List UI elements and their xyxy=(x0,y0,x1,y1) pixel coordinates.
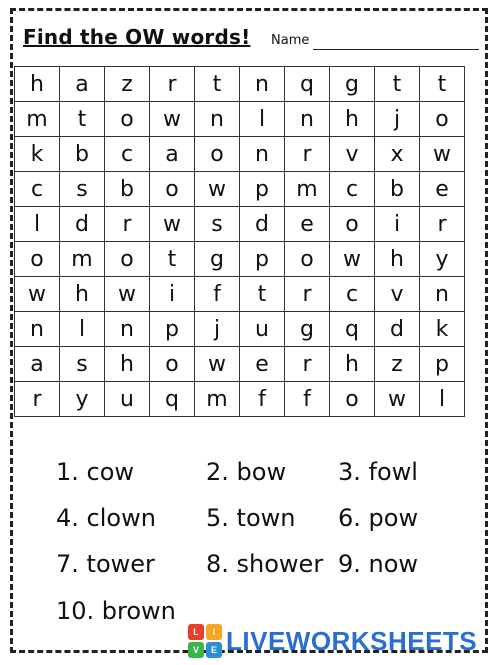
grid-letter-cell[interactable]: t xyxy=(150,242,195,277)
grid-letter-cell[interactable]: e xyxy=(285,207,330,242)
grid-letter-cell[interactable]: h xyxy=(330,347,375,382)
grid-letter-cell[interactable]: n xyxy=(105,312,150,347)
grid-letter-cell[interactable]: c xyxy=(330,172,375,207)
grid-row xyxy=(15,312,465,347)
grid-letter-cell[interactable]: c xyxy=(330,277,375,312)
grid-row xyxy=(15,137,465,172)
grid-letter-cell[interactable]: s xyxy=(60,172,105,207)
grid-letter-cell[interactable]: h xyxy=(375,242,420,277)
grid-letter-cell[interactable]: p xyxy=(150,312,195,347)
grid-letter-cell[interactable]: n xyxy=(195,102,240,137)
grid-letter-cell[interactable]: n xyxy=(240,67,285,102)
grid-letter-cell[interactable]: o xyxy=(15,242,60,277)
grid-letter-cell[interactable]: b xyxy=(105,172,150,207)
grid-letter-cell[interactable]: o xyxy=(105,242,150,277)
word-list-item: 1. cow xyxy=(56,458,135,486)
grid-letter-cell[interactable]: a xyxy=(60,67,105,102)
word-list-item: 7. tower xyxy=(56,550,155,578)
grid-letter-cell[interactable]: n xyxy=(240,137,285,172)
logo-mark-letter: I xyxy=(206,624,222,640)
grid-letter-cell[interactable]: b xyxy=(60,137,105,172)
grid-letter-cell[interactable]: l xyxy=(60,312,105,347)
grid-letter-cell[interactable]: w xyxy=(195,347,240,382)
grid-letter-cell[interactable]: y xyxy=(60,382,105,417)
grid-letter-cell[interactable]: u xyxy=(240,312,285,347)
grid-letter-cell[interactable]: t xyxy=(195,67,240,102)
word-list-item: 2. bow xyxy=(206,458,287,486)
grid-row xyxy=(15,172,465,207)
grid-letter-cell[interactable]: p xyxy=(420,347,465,382)
grid-letter-cell[interactable]: r xyxy=(105,207,150,242)
grid-letter-cell[interactable]: o xyxy=(420,102,465,137)
grid-letter-cell[interactable]: w xyxy=(375,382,420,417)
grid-letter-cell[interactable]: h xyxy=(15,67,60,102)
grid-letter-cell[interactable]: y xyxy=(420,242,465,277)
grid-letter-cell[interactable]: q xyxy=(330,312,375,347)
grid-letter-cell[interactable]: w xyxy=(150,207,195,242)
grid-letter-cell[interactable]: c xyxy=(105,137,150,172)
word-list-item: 8. shower xyxy=(206,550,324,578)
grid-letter-cell[interactable]: t xyxy=(420,67,465,102)
word-list-item: 4. clown xyxy=(56,504,156,532)
grid-letter-cell[interactable]: u xyxy=(105,382,150,417)
logo-mark-letter: V xyxy=(188,642,204,658)
liveworksheets-logo-mark xyxy=(188,624,222,658)
word-list-item: 3. fowl xyxy=(338,458,418,486)
word-search-grid xyxy=(14,66,465,417)
grid-letter-cell[interactable]: n xyxy=(420,277,465,312)
grid-letter-cell[interactable]: j xyxy=(375,102,420,137)
grid-letter-cell[interactable]: z xyxy=(105,67,150,102)
grid-letter-cell[interactable]: l xyxy=(240,102,285,137)
word-list-item: 9. now xyxy=(338,550,419,578)
grid-letter-cell[interactable]: i xyxy=(375,207,420,242)
grid-letter-cell[interactable]: t xyxy=(240,277,285,312)
grid-letter-cell[interactable]: w xyxy=(420,137,465,172)
grid-letter-cell[interactable]: w xyxy=(330,242,375,277)
grid-letter-cell[interactable]: z xyxy=(375,347,420,382)
grid-letter-cell[interactable]: k xyxy=(15,137,60,172)
grid-letter-cell[interactable]: m xyxy=(15,102,60,137)
grid-letter-cell[interactable]: c xyxy=(15,172,60,207)
grid-letter-cell[interactable]: t xyxy=(60,102,105,137)
grid-letter-cell[interactable]: m xyxy=(60,242,105,277)
grid-letter-cell[interactable]: r xyxy=(15,382,60,417)
grid-letter-cell[interactable]: w xyxy=(15,277,60,312)
grid-letter-cell[interactable]: w xyxy=(150,102,195,137)
grid-row xyxy=(15,347,465,382)
grid-letter-cell[interactable]: k xyxy=(420,312,465,347)
grid-letter-cell[interactable]: r xyxy=(285,277,330,312)
grid-letter-cell[interactable]: m xyxy=(195,382,240,417)
name-field[interactable] xyxy=(313,49,479,50)
grid-letter-cell[interactable]: r xyxy=(285,347,330,382)
grid-letter-cell[interactable]: s xyxy=(60,347,105,382)
grid-letter-cell[interactable]: h xyxy=(330,102,375,137)
grid-letter-cell[interactable]: n xyxy=(15,312,60,347)
grid-letter-cell[interactable]: o xyxy=(150,172,195,207)
grid-letter-cell[interactable]: b xyxy=(375,172,420,207)
logo-mark-letter: E xyxy=(206,642,222,658)
liveworksheets-logo xyxy=(188,624,477,658)
grid-letter-cell[interactable]: g xyxy=(195,242,240,277)
grid-letter-cell[interactable]: v xyxy=(330,137,375,172)
grid-letter-cell[interactable]: t xyxy=(375,67,420,102)
grid-letter-cell[interactable]: g xyxy=(285,312,330,347)
grid-letter-cell[interactable]: l xyxy=(15,207,60,242)
grid-letter-cell[interactable]: o xyxy=(285,242,330,277)
grid-letter-cell[interactable]: o xyxy=(105,102,150,137)
logo-mark-letter: L xyxy=(188,624,204,640)
grid-letter-cell[interactable]: x xyxy=(375,137,420,172)
grid-letter-cell[interactable]: e xyxy=(420,172,465,207)
grid-letter-cell[interactable]: q xyxy=(150,382,195,417)
grid-letter-cell[interactable]: m xyxy=(285,172,330,207)
grid-letter-cell[interactable]: f xyxy=(285,382,330,417)
word-list-item: 10. brown xyxy=(56,597,176,625)
grid-row xyxy=(15,67,465,102)
grid-letter-cell[interactable]: a xyxy=(150,137,195,172)
grid-letter-cell[interactable]: d xyxy=(375,312,420,347)
logo-text: LIVEWORKSHEETS xyxy=(226,625,478,656)
page-title: Find the OW words! xyxy=(23,25,251,49)
grid-letter-cell[interactable]: l xyxy=(420,382,465,417)
grid-letter-cell[interactable]: w xyxy=(105,277,150,312)
grid-letter-cell[interactable]: r xyxy=(150,67,195,102)
grid-letter-cell[interactable]: n xyxy=(285,102,330,137)
grid-letter-cell[interactable]: j xyxy=(195,312,240,347)
grid-row xyxy=(15,242,465,277)
grid-letter-cell[interactable]: o xyxy=(330,207,375,242)
name-label: Name xyxy=(271,33,310,48)
word-list-item: 5. town xyxy=(206,504,296,532)
grid-letter-cell[interactable]: h xyxy=(60,277,105,312)
grid-letter-cell[interactable]: r xyxy=(420,207,465,242)
grid-letter-cell[interactable]: o xyxy=(195,137,240,172)
grid-row xyxy=(15,207,465,242)
grid-letter-cell[interactable]: q xyxy=(285,67,330,102)
grid-letter-cell[interactable]: f xyxy=(195,277,240,312)
grid-letter-cell[interactable]: o xyxy=(330,382,375,417)
grid-letter-cell[interactable]: p xyxy=(240,242,285,277)
grid-letter-cell[interactable]: h xyxy=(105,347,150,382)
grid-letter-cell[interactable]: i xyxy=(150,277,195,312)
grid-row xyxy=(15,277,465,312)
grid-letter-cell[interactable]: s xyxy=(195,207,240,242)
grid-letter-cell[interactable]: f xyxy=(240,382,285,417)
grid-letter-cell[interactable]: w xyxy=(195,172,240,207)
grid-row xyxy=(15,102,465,137)
grid-letter-cell[interactable]: a xyxy=(15,347,60,382)
grid-letter-cell[interactable]: d xyxy=(60,207,105,242)
grid-letter-cell[interactable]: e xyxy=(240,347,285,382)
grid-letter-cell[interactable]: r xyxy=(285,137,330,172)
grid-letter-cell[interactable]: g xyxy=(330,67,375,102)
grid-letter-cell[interactable]: o xyxy=(150,347,195,382)
grid-letter-cell[interactable]: p xyxy=(240,172,285,207)
grid-letter-cell[interactable]: d xyxy=(240,207,285,242)
grid-row xyxy=(15,382,465,417)
word-list-item: 6. pow xyxy=(338,504,419,532)
grid-letter-cell[interactable]: v xyxy=(375,277,420,312)
